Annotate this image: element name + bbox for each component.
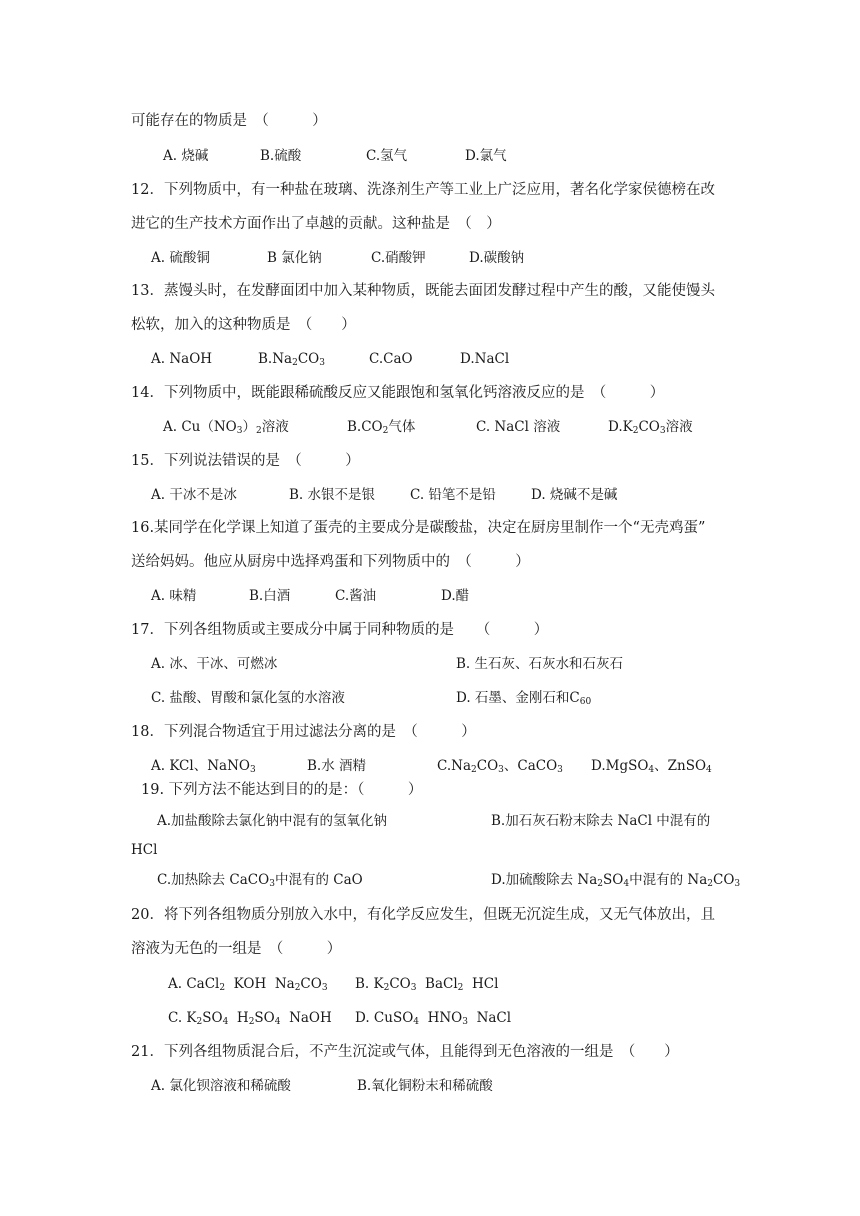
q16-option-a: A. 味精: [151, 588, 197, 604]
q18-option-c: $C.Na_2CO_3$、CaCO$_3$: [437, 758, 563, 775]
q19-option-b: B.加石灰石粉末除去 NaCl 中混有的: [491, 813, 711, 829]
q11-option-d: D.氯气: [465, 148, 507, 164]
q17-option-a: A. 冰、干冰、可燃冰: [151, 656, 278, 672]
q13-option-c: C.CaO: [369, 351, 413, 367]
q17-option-c: C. 盐酸、胃酸和氯化氢的水溶液: [151, 690, 345, 706]
q12-stem-line2: 进它的生产技术方面作出了卓越的贡献。这种盐是 （ ）: [131, 216, 501, 232]
q12-option-a: A. 硫酸铜: [151, 250, 210, 266]
q18-stem: 18．下列混合物适宜于用过滤法分离的是 （ ）: [131, 724, 476, 740]
q18-option-b: B.水 酒精: [307, 758, 367, 774]
q19-option-b-cont: HCl: [131, 842, 158, 858]
q16-option-d: D.醋: [441, 588, 470, 604]
q13-option-a: A. NaOH: [151, 351, 213, 367]
q17-option-d: D. 石墨、金刚石和$C_{60}$: [456, 690, 592, 707]
q11-option-c: C.氢气: [366, 148, 408, 164]
q14-stem: 14．下列物质中，既能跟稀硫酸反应又能跟饱和氢氧化钙溶液反应的是 （ ）: [131, 385, 665, 401]
q11-option-b: B.硫酸: [260, 148, 302, 164]
q12-option-b: B 氯化钠: [267, 250, 322, 266]
q14-option-c: C. NaCl 溶液: [476, 419, 561, 435]
q15-option-d: D. 烧碱不是碱: [531, 487, 618, 503]
q19-stem: 19. 下列方法不能达到目的的是：（ ）: [141, 782, 423, 798]
q20-option-a: A. CaCl$_2$ KOH $Na_2CO_3$: [168, 976, 328, 993]
q12-option-d: D.碳酸钠: [469, 250, 525, 266]
q13-stem-line1: 13．蒸馒头时，在发酵面团中加入某种物质，既能去面团发酵过程中产生的酸，又能使馒头: [131, 283, 715, 299]
q21-stem: 21．下列各组物质混合后，不产生沉淀或气体，且能得到无色溶液的一组是 （ ）: [131, 1044, 679, 1060]
q16-option-c: C.酱油: [335, 588, 377, 604]
q14-option-a: A. $Cu(NO_3)_2$溶液: [163, 419, 289, 436]
q17-stem: 17．下列各组物质或主要成分中属于同种物质的是 （ ）: [131, 622, 549, 638]
q17-option-b: B. 生石灰、石灰水和石灰石: [456, 656, 624, 672]
q15-option-a: A. 干冰不是冰: [151, 487, 237, 503]
q19-option-c: C.加热除去 CaCO$_3$中混有的 CaO: [157, 872, 363, 889]
q20-stem-line2: 溶液为无色的一组是 （ ）: [131, 941, 342, 957]
q21-option-a: A. 氯化钡溶液和稀硫酸: [151, 1078, 291, 1094]
q11-option-a: A. 烧碱: [163, 148, 209, 164]
q13-option-d: D.NaCl: [460, 351, 510, 367]
q14-option-b: $B.CO_2$气体: [347, 419, 416, 436]
q19-option-a: A.加盐酸除去氯化钠中混有的氢氧化钠: [157, 813, 388, 829]
q20-stem-line1: 20．将下列各组物质分别放入水中，有化学反应发生，但既无沉淀生成，又无气体放出，且: [131, 907, 715, 923]
q15-stem: 15．下列说法错误的是 （ ）: [131, 453, 360, 469]
q14-option-d: $D.K_2CO_3$溶液: [608, 419, 693, 436]
q13-stem-line2: 松软，加入的这种物质是 （ ）: [131, 317, 356, 333]
q15-option-b: B. 水银不是银: [289, 487, 376, 503]
q18-option-a: A. KCl、NaNO$_3$: [151, 758, 256, 775]
q16-stem-line2: 送给妈妈。他应从厨房中选择鸡蛋和下列物质中的 （ ）: [131, 554, 530, 570]
q11-stem-end: 可能存在的物质是 （ ）: [131, 113, 327, 129]
q20-option-d: D. CuSO$_4$ $HNO_3$ NaCl: [355, 1010, 512, 1027]
q19-option-d: D.加硫酸除去 $Na_2SO_4$中混有的 $Na_2CO_3$: [491, 872, 741, 889]
q16-option-b: B.白酒: [249, 588, 291, 604]
q20-option-b: B. $K_2CO_3$ BaCl$_2$ HCl: [355, 976, 499, 993]
q13-option-b: $B.Na_2CO_3$: [258, 351, 325, 368]
q15-option-c: C. 铅笔不是铅: [410, 487, 496, 503]
q16-stem-line1: 16.某同学在化学课上知道了蛋壳的主要成分是碳酸盐，决定在厨房里制作一个“无壳鸡蛋”: [131, 520, 706, 536]
q12-stem-line1: 12．下列物质中，有一种盐在玻璃、洗涤剂生产等工业上广泛应用，著名化学家侯德榜在改: [131, 182, 715, 198]
q12-option-c: C.硝酸钾: [371, 250, 426, 266]
q21-option-b: B.氧化铜粉末和稀硫酸: [357, 1078, 493, 1094]
q20-option-c: C. $K_2SO_4$ $H_2SO_4$ NaOH: [168, 1010, 332, 1027]
q18-option-d: D.MgSO$_4$、ZnSO$_4$: [591, 758, 712, 775]
